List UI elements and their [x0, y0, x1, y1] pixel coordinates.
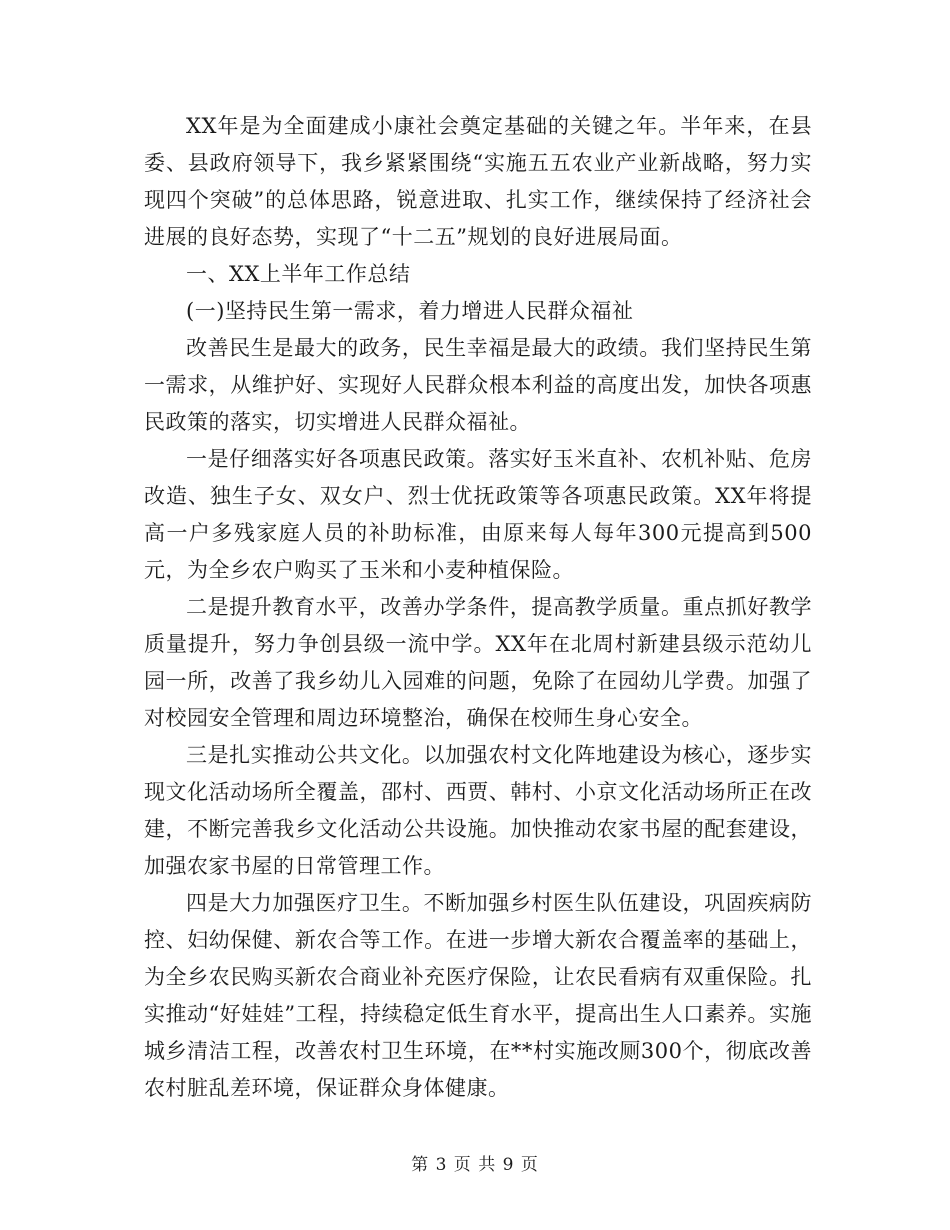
paragraph-policies: 一是仔细落实好各项惠民政策。落实好玉米直补、农机补贴、危房改造、独生子女、双女户、烈士优抚政策等各项惠民政策。XX年将提高一户多残家庭人员的补助标准，由原来每人每年300元提高到500元，为全乡农户购买了玉米和小麦种植保险。 — [144, 447, 812, 582]
paragraph-intro: XX年是为全面建成小康社会奠定基础的关键之年。半年来，在县委、县政府领导下，我乡紧紧围绕“实施五五农业产业新战略，努力实现四个突破”的总体思路，锐意进取、扎实工作，继续保持了经济社会进展的良好态势，实现了“十二五”规划的良好进展局面。 — [144, 114, 812, 249]
subsection-heading: (一)坚持民生第一需求，着力增进人民群众福祉 — [186, 299, 634, 323]
document-body — [144, 108, 812, 1107]
paragraph-livelihood: 改善民生是最大的政务，民生幸福是最大的政绩。我们坚持民生第一需求，从维护好、实现好人民群众根本利益的高度出发，加快各项惠民政策的落实，切实增进人民群众福祉。 — [144, 336, 812, 434]
page-number-footer: 第 3 页 共 9 页 — [411, 1155, 539, 1175]
paragraph-culture: 三是扎实推动公共文化。以加强农村文化阵地建设为核心，逐步实现文化活动场所全覆盖，邵村、西贾、韩村、小京文化活动场所正在改建，不断完善我乡文化活动公共设施。加快推动农家书屋的配套建设，加强农家书屋的日常管理工作。 — [144, 743, 812, 878]
paragraph-education: 二是提升教育水平，改善办学条件，提高教学质量。重点抓好教学质量提升，努力争创县级一流中学。XX年在北周村新建县级示范幼儿园一所，改善了我乡幼儿入园难的问题，免除了在园幼儿学费。加强了对校园安全管理和周边环境整治，确保在校师生身心安全。 — [144, 595, 812, 730]
paragraph-health: 四是大力加强医疗卫生。不断加强乡村医生队伍建设，巩固疾病防控、妇幼保健、新农合等工作。在进一步增大新农合覆盖率的基础上，为全乡农民购买新农合商业补充医疗保险，让农民看病有双重保险。扎实推动“好娃娃”工程，持续稳定低生育水平，提高出生人口素养。实施城乡清洁工程，改善农村卫生环境，在**村实施改厕300个，彻底改善农村脏乱差环境，保证群众身体健康。 — [144, 891, 812, 1100]
section-heading: 一、XX上半年工作总结 — [186, 262, 411, 286]
